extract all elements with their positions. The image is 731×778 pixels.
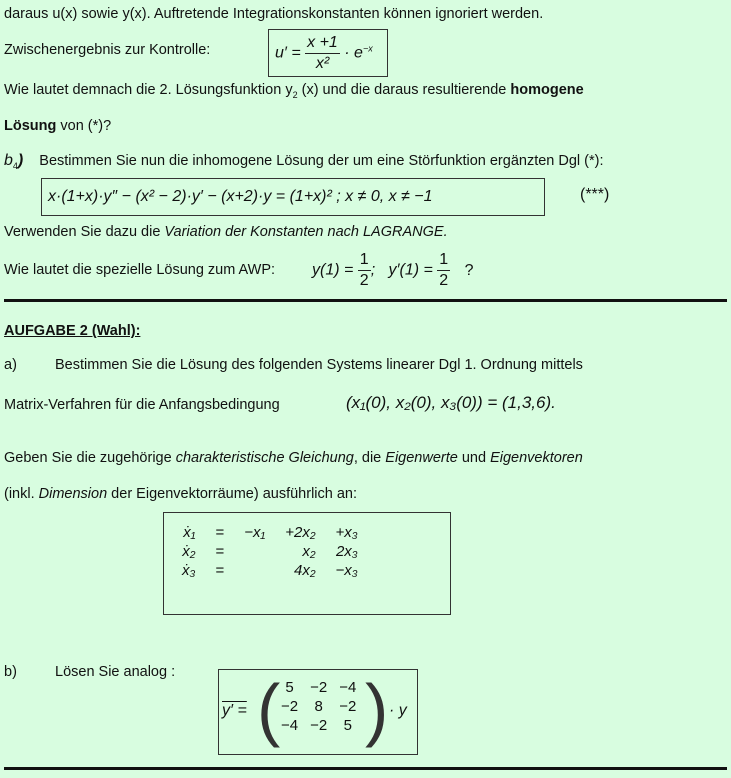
system-cell (234, 561, 275, 580)
matrix-row (275, 678, 362, 697)
matrix-cell: −2 (310, 679, 328, 696)
matrix-box (218, 669, 418, 755)
formula-den: x² (315, 55, 330, 72)
matrix-cell: −2 (310, 717, 328, 734)
system-cell (234, 542, 275, 561)
matrix (275, 678, 362, 735)
system-row (172, 523, 368, 542)
bold-text: homogene (510, 82, 584, 98)
system-cell: 4x₂ (293, 562, 316, 579)
system-cell: = (215, 524, 225, 541)
text: und (457, 450, 491, 466)
dgl-tag: (***) (580, 186, 610, 203)
text: Geben Sie die zugehörige (4, 450, 176, 466)
system-box (163, 512, 451, 615)
text: Bestimmen Sie nun die inhomogene Lösung der um eine Störfunktion ergänzten Dgl (*): (39, 153, 604, 169)
text-line (4, 118, 111, 134)
text: Bestimmen Sie die Lösung des folgenden Systems linearer Dgl 1. Ordnung mittels (55, 357, 583, 373)
system-cell: +2x₂ (285, 524, 316, 541)
den: 2 (439, 272, 449, 289)
matrix-cell: −4 (339, 679, 357, 696)
text: (x) und die daraus resultierende (297, 82, 511, 98)
den: 2 (359, 272, 369, 289)
matrix-lhs: y′ = (222, 702, 247, 719)
text-line: daraus u(x) sowie y(x). Auftretende Integrationskonstanten können ignoriert werden. (4, 6, 544, 22)
text: Lösen Sie analog : (55, 664, 176, 680)
b-label: b) (4, 664, 17, 680)
matrix-row (275, 697, 362, 716)
dgl-box (41, 178, 545, 216)
divider (4, 299, 727, 302)
text: Verwenden Sie dazu die (4, 224, 165, 240)
text: y(1) = (312, 261, 354, 279)
num: 1 (437, 252, 450, 271)
b4-heading (4, 152, 604, 171)
text: der Eigenvektorräume) ausführlich an: (107, 486, 358, 502)
formula-exp: −x (362, 43, 373, 54)
formula-lhs: u′ = (275, 44, 301, 62)
subscript: 2 (292, 89, 298, 100)
system-cell: x₂ (302, 543, 316, 560)
system-cell: −x₃ (335, 562, 358, 579)
system-cell: ẋ₃ (182, 562, 196, 579)
check-formula-box (268, 29, 388, 77)
text: y′(1) = (388, 261, 433, 279)
bold-text: Lösung (4, 118, 57, 134)
system-cell: ẋ₁ (183, 524, 196, 541)
initial-condition: (x₁(0), x₂(0), x₃(0)) = (1,3,6). (346, 393, 556, 412)
text: , die (353, 450, 386, 466)
system-row (172, 542, 368, 561)
text-line (4, 82, 584, 100)
dgl-formula: x·(1+x)·y″ − (x² − 2)·y′ − (x+2)·y = (1+x)² ; x ≠ 0, x ≠ −1 (48, 188, 433, 205)
system-cell: 2x₃ (335, 543, 358, 560)
formula-tail: · e (344, 44, 363, 62)
matrix-rhs: · y (389, 702, 407, 719)
system-cell: −x₁ (244, 524, 266, 541)
system-row (172, 561, 368, 580)
matrix-cell: 5 (285, 679, 294, 696)
text: Wie lautet demnach die 2. Lösungsfunktion y (4, 82, 293, 98)
subscript: 4 (12, 160, 18, 171)
matrix-cell: −4 (281, 717, 299, 734)
divider (4, 767, 727, 770)
matrix-cell: 8 (314, 698, 323, 715)
matrix-cell: −2 (339, 698, 357, 715)
text: Matrix-Verfahren für die Anfangsbedingung (4, 397, 280, 413)
text: (inkl. (4, 486, 39, 502)
matrix-row (275, 716, 362, 735)
question-mark: ? (464, 261, 474, 279)
left-paren: ( (257, 670, 281, 748)
equation-system (172, 523, 368, 580)
a-label: a) (4, 357, 17, 373)
text-line (4, 486, 357, 502)
paren: ) (17, 152, 24, 169)
system-cell: = (215, 562, 225, 579)
system-cell: = (215, 543, 225, 560)
section-heading: AUFGABE 2 (Wahl): (4, 323, 141, 339)
matrix-cell: −2 (281, 698, 299, 715)
awp-formula: y(1) = $\frac{1}{2}$ ; y′(1) = $\frac{1}{2}$ ? (312, 251, 474, 289)
system-cell: ẋ₂ (182, 543, 196, 560)
awp-label: Wie lautet die spezielle Lösung zum AWP: (4, 262, 276, 278)
text-line (4, 450, 583, 466)
system-cell: +x₃ (335, 524, 358, 541)
italic-text: Dimension (38, 486, 108, 502)
italic-text: charakteristische Gleichung (175, 450, 354, 466)
italic-text: Eigenwerte (385, 450, 458, 466)
matrix-cell: 5 (343, 717, 352, 734)
text-line (4, 224, 448, 240)
num: 1 (358, 252, 371, 271)
check-label: Zwischenergebnis zur Kontrolle: (4, 42, 211, 58)
italic-text: Variation der Konstanten nach LAGRANGE. (164, 224, 448, 240)
label: b (4, 152, 13, 169)
text: von (*)? (56, 118, 112, 134)
italic-text: Eigenvektoren (490, 450, 583, 466)
right-paren: ) (365, 670, 389, 748)
formula-num: x +1 (305, 35, 340, 54)
